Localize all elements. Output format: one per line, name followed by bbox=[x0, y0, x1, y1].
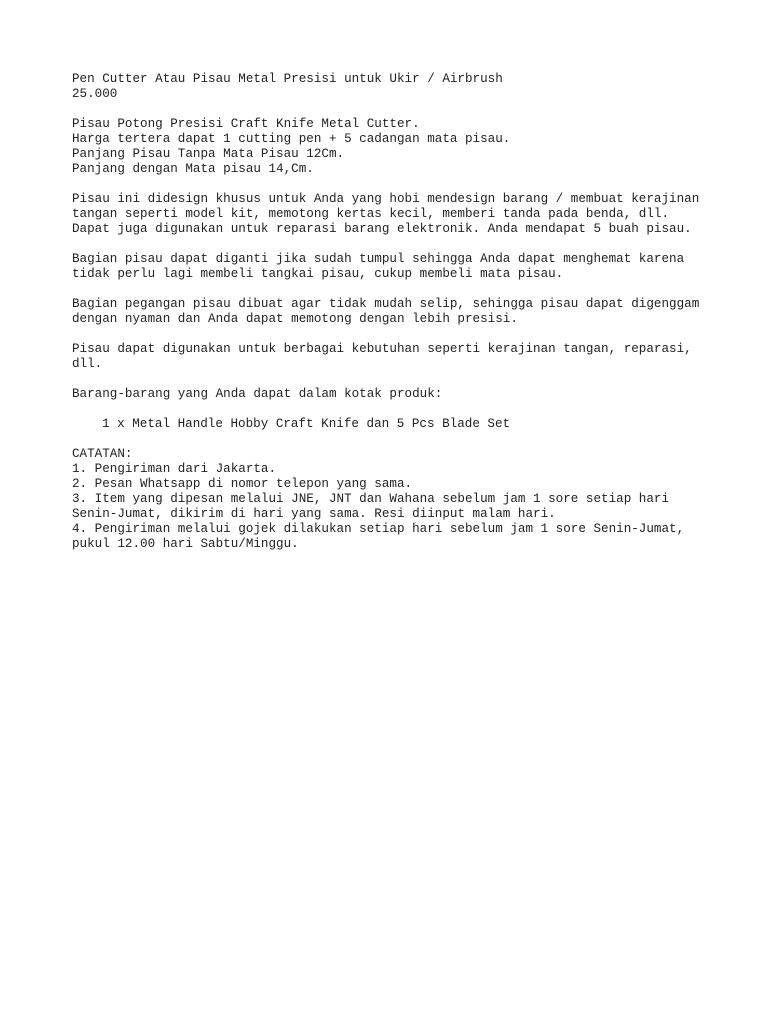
grip-paragraph bbox=[72, 297, 712, 327]
paragraph-line: tangan seperti model kit, memotong kertas kecil, memberi tanda pada benda, dll. bbox=[72, 207, 670, 221]
box-contents-heading: Barang-barang yang Anda dapat dalam kotak produk: bbox=[72, 387, 443, 401]
note-line: 2. Pesan Whatsapp di nomor telepon yang sama. bbox=[72, 477, 413, 491]
product-title: Pen Cutter Atau Pisau Metal Presisi untuk Ukir / Airbrush bbox=[72, 72, 503, 86]
replace-paragraph bbox=[72, 252, 712, 282]
intro-line: Pisau Potong Presisi Craft Knife Metal Cutter. bbox=[72, 117, 420, 131]
usage-paragraph bbox=[72, 342, 712, 372]
note-line: Senin-Jumat, dikirim di hari yang sama. Resi diinput malam hari. bbox=[72, 507, 556, 521]
box-contents-block bbox=[72, 417, 712, 432]
paragraph-line: tidak perlu lagi membeli tangkai pisau, cukup membeli mata pisau. bbox=[72, 267, 564, 281]
paragraph-line: dll. bbox=[72, 357, 103, 371]
intro-block bbox=[72, 117, 712, 177]
box-contents-item: 1 x Metal Handle Hobby Craft Knife dan 5 Pcs Blade Set bbox=[102, 417, 511, 431]
product-header bbox=[72, 72, 712, 102]
note-line: 4. Pengiriman melalui gojek dilakukan setiap hari sebelum jam 1 sore Senin-Jumat, bbox=[72, 522, 685, 536]
intro-line: Harga tertera dapat 1 cutting pen + 5 cadangan mata pisau. bbox=[72, 132, 511, 146]
notes-heading: CATATAN: bbox=[72, 447, 133, 461]
paragraph-line: Bagian pisau dapat diganti jika sudah tumpul sehingga Anda dapat menghemat karena bbox=[72, 252, 685, 266]
note-line: pukul 12.00 hari Sabtu/Minggu. bbox=[72, 537, 299, 551]
note-line: 3. Item yang dipesan melalui JNE, JNT dan Wahana sebelum jam 1 sore setiap hari bbox=[72, 492, 670, 506]
design-paragraph bbox=[72, 192, 712, 237]
intro-line: Panjang dengan Mata pisau 14,Cm. bbox=[72, 162, 314, 176]
paragraph-line: Dapat juga digunakan untuk reparasi barang elektronik. Anda mendapat 5 buah pisau. bbox=[72, 222, 692, 236]
product-price: 25.000 bbox=[72, 87, 118, 101]
note-line: 1. Pengiriman dari Jakarta. bbox=[72, 462, 277, 476]
notes-block bbox=[72, 447, 712, 552]
box-contents-heading-block bbox=[72, 387, 712, 402]
paragraph-line: Pisau dapat digunakan untuk berbagai kebutuhan seperti kerajinan tangan, reparasi, bbox=[72, 342, 692, 356]
paragraph-line: dengan nyaman dan Anda dapat memotong dengan lebih presisi. bbox=[72, 312, 518, 326]
paragraph-line: Pisau ini didesign khusus untuk Anda yang hobi mendesign barang / membuat kerajinan bbox=[72, 192, 700, 206]
paragraph-line: Bagian pegangan pisau dibuat agar tidak mudah selip, sehingga pisau dapat digenggam bbox=[72, 297, 700, 311]
intro-line: Panjang Pisau Tanpa Mata Pisau 12Cm. bbox=[72, 147, 345, 161]
document-page bbox=[72, 72, 712, 552]
